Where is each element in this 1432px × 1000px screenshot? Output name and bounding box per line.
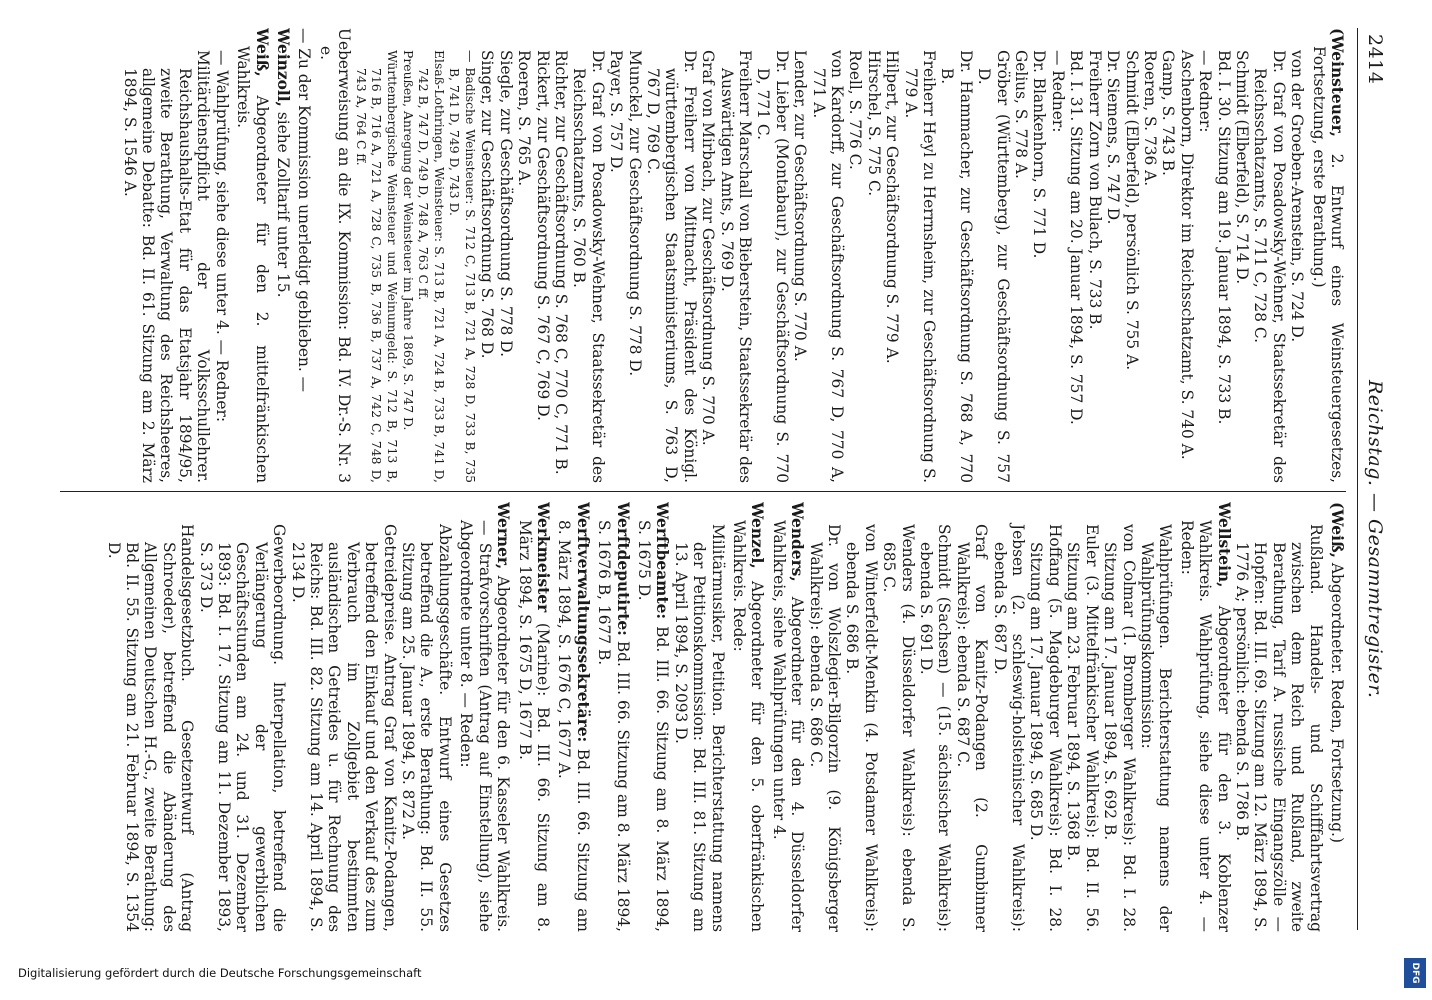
index-entry xyxy=(635,502,672,932)
index-subentry xyxy=(1196,28,1214,483)
index-subentry xyxy=(478,28,496,483)
entry-text: Militärmusiker, Petition. Berichterstattung namens der Petitionskommission: Bd. III. 81. Sitzung am 13. April 1894, S. 2093 D. xyxy=(671,524,727,932)
entry-headword: Wenders, xyxy=(788,502,807,582)
entry-headword: Werftverwaltungssekretäre: xyxy=(573,502,592,743)
index-subentry xyxy=(288,502,398,932)
index-subentry xyxy=(671,502,726,932)
entry-text: Bd. III. 66. Sitzung am 8. März 1894, S. 1676 C, 1677 A. xyxy=(555,520,592,932)
entry-text: Abgeordneter für den 2. mittelfränkischen Wahlkreis. xyxy=(234,46,271,483)
entry-text: Schmidt (Elberfeld), persönlich S. 755 A. xyxy=(1122,50,1141,371)
entry-text: Wenders (4. Düsseldorfer Wahlkreis): ebenda S. 685 C. xyxy=(880,524,917,932)
entry-text: Gröber (Württemberg), zur Geschäftsordnung S. 757 D. xyxy=(975,50,1012,483)
entry-text: Schmidt (Elberfeld), S. 714 D. xyxy=(1232,50,1251,285)
entry-headword: Werkmeister xyxy=(533,502,552,613)
index-entry xyxy=(1309,28,1346,483)
entry-text: Lender, zur Geschäftsordnung S. 770 A. xyxy=(791,50,810,362)
left-column xyxy=(60,28,1346,483)
index-subentry xyxy=(416,28,447,483)
entry-headword: Werftdeputirte: xyxy=(613,502,632,636)
index-entry xyxy=(274,28,292,483)
entry-text: — Badische Weinsteuer: S. 712 C, 713 B, 721 A, 728 D, 733 B, 735 B, 741 D, 749 D, 743 D. xyxy=(447,50,478,483)
index-entry xyxy=(234,28,271,483)
index-subentry xyxy=(1138,502,1175,932)
entry-text: Bd. I. 30. Sitzung am 19. Januar 1894, S. 733 B. xyxy=(1214,50,1233,425)
index-subentry xyxy=(1177,28,1195,483)
entry-text: von Colmar (1. Bromberger Wahlkreis): Bd. I. 28. Sitzung am 17. Januar 1894, S. 692 B. xyxy=(1101,524,1138,932)
entry-text: Bd. III. 66. Sitzung am 8. März 1894, S. 1676 B, 1677 B. xyxy=(595,520,632,932)
entry-text: Dr. Hammacher, zur Geschäftsordnung S. 768 A, 770 B. xyxy=(938,50,975,483)
entry-text: Abgeordneter für den 5. oberfränkischen Wahlkreis. Rede: xyxy=(730,520,767,932)
entry-text: Schmidt (Sachsen) — (15. sächsischer Wahlkreis): ebenda S. 691 D. xyxy=(917,524,954,932)
index-subentry xyxy=(1064,502,1101,932)
entry-text: Hirschel, S. 775 C. xyxy=(864,50,883,197)
entry-text: Dr. Siemens, S. 747 D. xyxy=(1104,50,1123,225)
entry-headword: Wenzel, xyxy=(748,502,767,569)
index-subentry xyxy=(809,28,846,483)
entry-text: (Marine): Bd. III. 66. Sitzung am 8. März 1894, S. 1675 D, 1677 B. xyxy=(515,520,552,932)
index-subentry xyxy=(1012,28,1030,483)
entry-text: Wahlprüfungen. Berichterstattung namens der Wahlprüfungskommission: xyxy=(1137,524,1175,932)
index-subentry xyxy=(1104,28,1122,483)
entry-text: Militärdienstpflicht der Volksschullehrer. Reichshaushalts-Etat für das Etatsjahr 1894/95, zweite Berathung, Verwaltung des Reichsheeres, allgemeine Debatte: Bd. II. 61. Sitzung am 2. März 1894, S. 1546 A. xyxy=(120,50,213,483)
index-subentry xyxy=(104,502,196,932)
running-title: Reichstag. — Gesammtregister. xyxy=(1364,380,1386,699)
entry-text: Jebsen (2. schleswig-holsteinischer Wahlkreis): ebenda S. 687 D. xyxy=(990,524,1028,932)
index-subentry xyxy=(717,28,754,483)
index-entry xyxy=(1177,502,1232,932)
entry-text: Munckel, zur Geschäftsordnung S. 778 D. xyxy=(625,50,644,377)
index-subentry xyxy=(917,502,954,932)
index-subentry xyxy=(212,28,230,483)
entry-text: Siegle, zur Geschäftsordnung S. 778 D. xyxy=(496,50,515,357)
index-subentry xyxy=(1251,28,1288,483)
index-subentry xyxy=(353,28,400,483)
entry-headword: Wellstein, xyxy=(1214,502,1233,588)
right-column xyxy=(60,502,1346,932)
index-subentry xyxy=(1214,28,1232,483)
page-number: 2414 xyxy=(1364,34,1386,85)
entry-headword: (Weiß, xyxy=(1328,502,1346,559)
entry-text: Singer, zur Geschäftsordnung S. 768 D. xyxy=(478,50,497,359)
index-subentry xyxy=(625,28,643,483)
entry-headword: Werner, xyxy=(494,502,513,570)
entry-text: Gamp, S. 743 B. xyxy=(1159,50,1178,176)
index-entry xyxy=(316,28,353,483)
entry-text: Graf von Kanitz-Podangen (2. Gumbinner Wahlkreis): ebenda S. 687 C. xyxy=(953,524,991,932)
entry-text: Dr. Graf von Posadowsky-Wehner, Staatssekretär des Reichsschatzamts, S. 760 B. xyxy=(570,50,607,483)
entry-text: Rußland. Handels- und Schifffahrtsvertrag zwischen dem Reich und Rußland, zweite Berathung, Tarif A. russische Eingangszölle — Hopfen: Bd. III. 69. Sitzung am 12. März 1894, S. 1776 A; persönlich: ebenda S. 1786 B. xyxy=(1232,524,1325,932)
entry-text: Dr. Blankenhorn, S. 771 D. xyxy=(1030,50,1049,259)
index-entry xyxy=(515,502,552,932)
index-entry xyxy=(595,502,632,932)
entry-text: von Winterfeldt-Menkin (4. Potsdamer Wahlkreis): ebenda S. 686 B. xyxy=(843,524,880,932)
index-subentry xyxy=(1159,28,1177,483)
entry-headword: Weiß, xyxy=(252,28,271,77)
entry-text: Graf von Mirbach, zur Geschäftsordnung S. 770 A. xyxy=(699,50,718,446)
entry-text: Hilpert, zur Geschäftsordnung S. 779 A. xyxy=(883,50,902,364)
index-entry xyxy=(1328,502,1346,932)
entry-text: Abgeordneter. Reden, Fortsetzung.) xyxy=(1328,558,1346,843)
index-subentry xyxy=(953,502,990,932)
index-entry xyxy=(555,502,592,932)
header-rule xyxy=(1357,28,1358,930)
entry-text: Abzahlungsgeschäfte. Entwurf eines Gesetzes betreffend die A., erste Berathung: Bd. II. 55. Sitzung am 25. Januar 1894, S. 872 A. xyxy=(399,524,454,932)
index-subentry xyxy=(515,28,533,483)
index-subentry xyxy=(120,28,212,483)
index-subentry xyxy=(496,28,514,483)
entry-text: Abgeordneter für den 3. Koblenzer Wahlkreis. Wahlprüfung, siehe diese unter 4. — Reden: xyxy=(1177,520,1233,932)
dfg-logo: DFG xyxy=(1404,958,1426,988)
index-subentry xyxy=(990,502,1027,932)
entry-text: Roeren, S. 736 A. xyxy=(1140,50,1159,187)
index-subentry xyxy=(880,502,917,932)
entry-text: siehe Zolltarif unter 15. xyxy=(273,106,292,298)
index-entry xyxy=(769,502,806,932)
entry-text: Richter, zur Geschäftsordnung S. 768 C, 770 C, 771 B. xyxy=(551,50,570,475)
entry-text: Freiherr Zorn von Bulach, S. 733 B. xyxy=(1085,50,1104,330)
entry-text: von der Groeben-Arenstein, S. 724 D. xyxy=(1288,50,1307,343)
entry-text: Euler (3. Mittelfränkischer Wahlkreis): Bd. II. 56. Sitzung am 23. Februar 1894, S. 1368 B. xyxy=(1064,524,1101,932)
entry-text: Roeren, S. 765 A. xyxy=(515,50,534,187)
index-subentry xyxy=(938,28,975,483)
index-subentry xyxy=(806,502,843,932)
entry-text: Dr. von Wolszlegier-Bilgorzin (9. Königsberger Wahlkreis): ebenda S. 686 C. xyxy=(806,524,844,932)
index-subentry xyxy=(901,28,938,483)
index-subentry xyxy=(791,28,809,483)
entry-text: Gelius, S. 778 A. xyxy=(1012,50,1031,179)
entry-text: 2. Entwurf eines Weinsteuergesetzes, Fortsetzung, erste Berathung.) xyxy=(1309,46,1346,483)
entry-text: von Kardorff, zur Geschäftsordnung S. 767 D, 770 A, 771 A. xyxy=(809,50,847,483)
index-subentry xyxy=(1067,28,1085,483)
index-subentry xyxy=(1027,502,1064,932)
index-subentry xyxy=(864,28,882,483)
entry-headword: Weinzoll, xyxy=(273,28,292,107)
index-subentry xyxy=(1288,28,1306,483)
index-entry xyxy=(457,502,512,932)
entry-text: Roell, S. 776 C. xyxy=(846,50,865,170)
index-subentry xyxy=(1030,28,1048,483)
entry-text: Gewerbeordnung. Interpellation, betreffend die Verlängerung der gewerblichen Geschäftsstunden am 24. und 31. Dezember 1893: Bd. I. 17. Sitzung am 11. Dezember 1893, S. 373 D. xyxy=(196,524,289,932)
entry-text: Freiherr Marschall von Bieberstein, Staatssekretär des Auswärtigen Amts, S. 769 D. xyxy=(717,50,754,483)
index-subentry xyxy=(1085,28,1103,483)
index-subentry xyxy=(843,502,880,932)
entry-text: Ueberweisung an die IX. Kommission: Bd. IV. Dr.-S. Nr. 3 e. xyxy=(316,28,354,483)
entry-text: Handelsgesetzbuch. Gesetzentwurf (Antrag Schroeder), betreffend die Abänderung des Allgemeinen Deutschen H.-G., zweite Berathung: Bd. II. 55. Sitzung am 21. Februar 1894, S. 1354 D. xyxy=(104,524,197,932)
entry-text: Rickert, zur Geschäftsordnung S. 767 C, 769 D. xyxy=(533,50,552,421)
index-subentry xyxy=(196,502,288,932)
index-subentry xyxy=(447,28,478,483)
entry-text: Bd. III. 66. Sitzung am 8. März 1894, S. 1675 D. xyxy=(634,520,672,932)
entry-text: Elsaß-Lothringen, Weinsteuer: S. 713 B, 721 A, 724 B, 733 B, 741 D, 742 B, 747 D, 749 D, 748 A, 763 C ff. xyxy=(416,50,447,483)
index-subentry xyxy=(883,28,901,483)
index-subentry xyxy=(1141,28,1159,483)
index-entry xyxy=(295,28,313,483)
index-subentry xyxy=(975,28,1012,483)
entry-text: Abgeordneter für den 6. Kasseler Wahlkreis. — Strafvorschriften (Antrag auf Einstellung), siehe Abgeordnete unter 8. — Reden: xyxy=(457,520,513,932)
entry-text: Getreidepreise. Antrag Graf von Kanitz-Podangen, betreffend den Einkauf und den Verkauf des zum Verbrauch im Zollgebiet bestimmten ausländischen Getreides u. für Rechnung des Reichs: Bd. III. 82. Sitzung am 14. April 1894, S. 2134 D. xyxy=(288,524,399,932)
entry-text: — Zu der Kommission unerledigt geblieben. — xyxy=(295,28,314,393)
index-subentry xyxy=(607,28,625,483)
index-subentry xyxy=(1233,28,1251,483)
entry-text: — Redner: xyxy=(1048,50,1067,133)
entry-text: Dr. Freiherr von Mittnacht, Präsident des Königl. württembergischen Staatsministeriums, S. 763 D, 767 D, 769 C. xyxy=(643,50,699,483)
entry-text: Preußen, Anregung der Weinsteuer im Jahre 1869, S. 747 D. xyxy=(400,50,416,431)
entry-headword: Werftbeamte: xyxy=(653,502,672,620)
entry-text: Dr. Lieber (Montabaur), zur Geschäftsordnung S. 770 D, 771 C. xyxy=(754,50,791,483)
index-subentry xyxy=(1101,502,1138,932)
entry-text: — Redner: xyxy=(1196,50,1215,133)
index-subentry xyxy=(1122,28,1140,483)
index-subentry xyxy=(400,28,416,483)
entry-text: Payer, S. 757 D. xyxy=(607,50,626,173)
index-subentry xyxy=(399,502,454,932)
index-subentry xyxy=(754,28,791,483)
entry-headword: (Weinsteuer, xyxy=(1328,28,1346,138)
index-subentry xyxy=(699,28,717,483)
funding-credit: Digitalisierung gefördert durch die Deutsche Forschungsgemeinschaft xyxy=(18,966,422,980)
entry-text: Bd. I. 31. Sitzung am 20. Januar 1894, S. 757 D. xyxy=(1067,50,1086,425)
digitization-sidebar xyxy=(0,948,1432,998)
entry-text: Hoffang (5. Magdeburger Wahlkreis): Bd. I. 28. Sitzung am 17. Januar 1894, S. 685 D. xyxy=(1027,524,1064,932)
index-subentry xyxy=(552,28,570,483)
column-divider xyxy=(60,491,1346,492)
index-subentry xyxy=(644,28,699,483)
index-subentry xyxy=(1233,502,1325,932)
entry-text: Aschenborn, Direktor im Reichsschatzamt, S. 740 A. xyxy=(1177,50,1196,460)
index-subentry xyxy=(570,28,607,483)
index-subentry xyxy=(846,28,864,483)
entry-text: Württembergische Weinsteuer und Weinumgeld: S. 712 B, 713 B, 716 B, 716 A, 721 A, 728 C, 735 B, 736 B, 737 A, 742 C, 748 D, 743 A, 764 C ff. xyxy=(353,50,400,483)
entry-text: Freiherr Heyl zu Herrnsheim, zur Geschäftsordnung S. 779 A. xyxy=(901,50,939,483)
entry-text: Abgeordneter für den 4. Düsseldorfer Wahlkreis, siehe Wahlprüfungen unter 4. xyxy=(769,520,807,932)
entry-text: Dr. Graf von Posadowsky-Wehner, Staatssekretär des Reichsschatzamts, S. 711 C, 728 C. xyxy=(1251,50,1288,483)
index-subentry xyxy=(533,28,551,483)
entry-text: — Wahlprüfung, siehe diese unter 4. — Redner: xyxy=(212,50,231,423)
index-subentry xyxy=(1049,28,1067,483)
index-entry xyxy=(730,502,767,932)
